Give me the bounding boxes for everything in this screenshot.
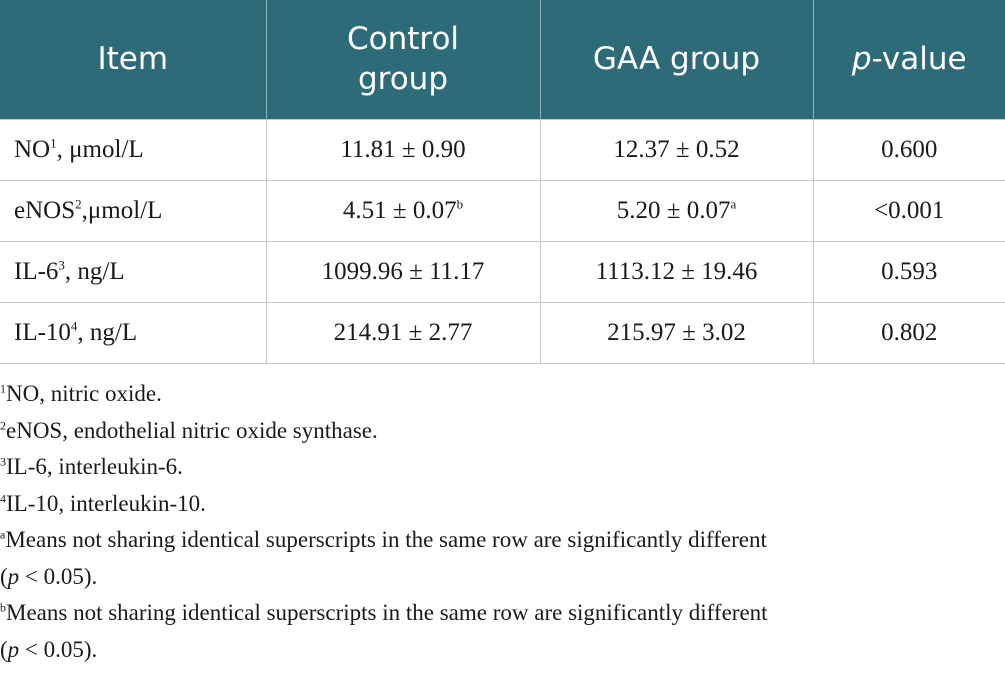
item-cell: $IL-10^4$, ng/L (0, 302, 266, 363)
header-item: Item (0, 0, 266, 119)
footnote: $^b$Means not sharing identical superscripts in the same row are significantly different (0, 600, 768, 625)
gaa-cell: 5.20 ± 0.07$^a$ (540, 180, 813, 241)
gaa-cell: 12.37 ± 0.52 (540, 119, 813, 180)
footnote: $^1$NO, nitric oxide. (0, 381, 162, 406)
footnote-continuation: (p < 0.05). (0, 636, 98, 662)
footnotes (0, 376, 1005, 668)
header-control-group: Control group (266, 0, 540, 119)
p-value-cell: 0.600 (813, 119, 1005, 180)
footnote: $^3$IL-6, interleukin-6. (0, 454, 183, 479)
table-header (0, 0, 1005, 119)
table-row (0, 241, 1005, 302)
item-cell: eNOS$^2$,μmol/L (0, 180, 266, 241)
table-row (0, 180, 1005, 241)
gaa-cell: 1113.12 ± 19.46 (540, 241, 813, 302)
gaa-cell: 215.97 ± 3.02 (540, 302, 813, 363)
header-p-value: p-value (813, 0, 1005, 119)
table-row (0, 302, 1005, 363)
p-value-cell: 0.593 (813, 241, 1005, 302)
header-row (0, 0, 1005, 119)
footnote: $^2$eNOS, endothelial nitric oxide synthase. (0, 417, 378, 443)
footnote: $^a$Means not sharing identical superscripts in the same row are significantly different (0, 527, 767, 552)
table-row (0, 119, 1005, 180)
control-cell: 1099.96 ± 11.17 (266, 241, 540, 302)
item-cell: $NO^1$, μmol/L (0, 119, 266, 180)
control-cell: 214.91 ± 2.77 (266, 302, 540, 363)
p-value-cell: 0.802 (813, 302, 1005, 363)
table-body (0, 119, 1005, 363)
control-cell: 4.51 ± 0.07$^b$ (266, 180, 540, 241)
footnote-continuation: (p < 0.05). (0, 563, 98, 589)
control-cell: 11.81 ± 0.90 (266, 119, 540, 180)
footnote: $^4$IL-10, interleukin-10. (0, 490, 206, 516)
item-cell: $IL-6^3$, ng/L (0, 241, 266, 302)
p-value-cell: <0.001 (813, 180, 1005, 241)
header-gaa-group: GAA group (540, 0, 813, 119)
